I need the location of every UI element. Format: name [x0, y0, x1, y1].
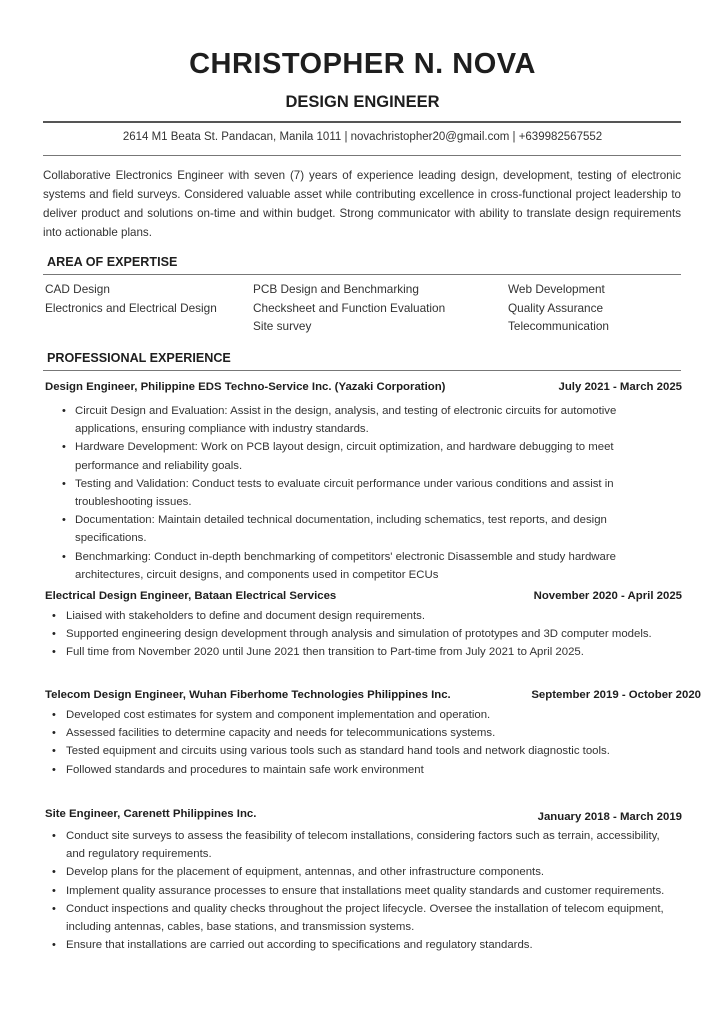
job-bullet: • Ensure that installations are carried out according to specifications and regulatory standards.	[52, 939, 533, 952]
expertise-item: PCB Design and Benchmarking	[253, 282, 419, 296]
job-bullet: • Documentation: Maintain detailed technical documentation, including schematics, test reports, and design specifications.	[62, 514, 607, 545]
professional-summary: Collaborative Electronics Engineer with seven (7) years of experience leading design, development, testing of electronic systems and field surveys. Considered valuable asset while contributing excellence in cross-functional project leadership to deliver product and solutions on-time and within budget. Strong communicator with ability to translate design requirements into actionable plans.	[43, 169, 681, 239]
job-bullet: • Hardware Development: Work on PCB layout design, circuit optimization, and hardware debugging to meet performance and reliability goals.	[62, 441, 614, 472]
job-title: Electrical Design Engineer, Bataan Electrical Services	[45, 590, 337, 602]
expertise-item: Telecommunication	[508, 319, 609, 333]
expertise-item: Web Development	[508, 282, 605, 296]
experience-divider	[43, 370, 681, 371]
job-dates: January 2018 - March 2019	[537, 811, 682, 823]
expertise-heading: AREA OF EXPERTISE	[47, 255, 178, 269]
experience-heading: PROFESSIONAL EXPERIENCE	[47, 351, 231, 365]
job-bullet: • Followed standards and procedures to maintain safe work environment	[52, 763, 424, 776]
contact-line: 2614 M1 Beata St. Pandacan, Manila 1011 | novachristopher20@gmail.com | +639982567552	[122, 131, 603, 143]
job-bullet: • Full time from November 2020 until June 2021 then transition to Part-time from July 2021 to April 2025.	[52, 646, 584, 659]
job-dates: July 2021 - March 2025	[558, 381, 682, 393]
job-dates: November 2020 - April 2025	[533, 590, 682, 602]
job-title: Site Engineer, Carenett Philippines Inc.	[45, 808, 257, 820]
job-bullets	[52, 827, 676, 954]
job-bullet: • Circuit Design and Evaluation: Assist in the design, analysis, and testing of electronic circuits for automotive applications, ensuring compliance with industry standards.	[62, 405, 617, 436]
job-bullet: • Conduct inspections and quality checks throughout the project lifecycle. Oversee the installation of telecom equipment, including antennas, cables, base stations, and transmission systems.	[52, 902, 664, 934]
job-bullets	[62, 402, 665, 584]
candidate-name: CHRISTOPHER N. NOVA	[189, 48, 536, 80]
candidate-title: DESIGN ENGINEER	[285, 93, 440, 111]
expertise-column-2	[253, 280, 445, 336]
job-bullet: • Benchmarking: Conduct in-depth benchmarking of competitors' electronic Disassemble and study hardware architectures, circuit designs, and components used in competitor ECUs	[62, 550, 616, 581]
job-bullet: • Developed cost estimates for system and component implementation and operation.	[52, 709, 491, 721]
expertise-divider	[43, 274, 681, 275]
job-bullet: • Conduct site surveys to assess the feasibility of telecom installations, considering factors such as terrain, accessibility, and regulatory requirements.	[52, 830, 660, 861]
job-bullets	[52, 607, 676, 662]
expertise-item: CAD Design	[45, 282, 110, 296]
expertise-item: Site survey	[253, 319, 312, 333]
job-bullet: • Assessed facilities to determine capacity and needs for telecommunications systems.	[52, 727, 496, 740]
job-bullet: • Develop plans for the placement of equipment, antennas, and other infrastructure components.	[52, 866, 545, 879]
expertise-item: Quality Assurance	[508, 300, 604, 315]
job-bullets	[52, 706, 676, 779]
job-bullet: • Liaised with stakeholders to define and document design requirements.	[52, 610, 426, 622]
header-divider-top	[43, 121, 681, 123]
job-bullet: • Supported engineering design development through analysis and simulation of prototypes and 3D computer models.	[52, 628, 652, 641]
job-bullet: • Tested equipment and circuits using various tools such as standard hand tools and network diagnostic tools.	[52, 745, 610, 758]
job-title: Telecom Design Engineer, Wuhan Fiberhome Technologies Philippines Inc.	[45, 689, 451, 701]
job-bullet: • Implement quality assurance processes to ensure that installations meet quality standards and customer requirements.	[52, 884, 665, 897]
expertise-column-1	[45, 280, 217, 317]
job-title: Design Engineer, Philippine EDS Techno-Service Inc. (Yazaki Corporation)	[45, 381, 446, 393]
expertise-item: Checksheet and Function Evaluation	[253, 300, 446, 315]
expertise-item: Electronics and Electrical Design	[45, 300, 217, 315]
expertise-column-3	[508, 280, 609, 336]
header-divider-bottom	[43, 155, 681, 156]
job-dates: September 2019 - October 2020	[531, 689, 701, 701]
job-bullet: • Testing and Validation: Conduct tests to evaluate circuit performance under various conditions and assist in troubleshooting issues.	[62, 477, 614, 509]
